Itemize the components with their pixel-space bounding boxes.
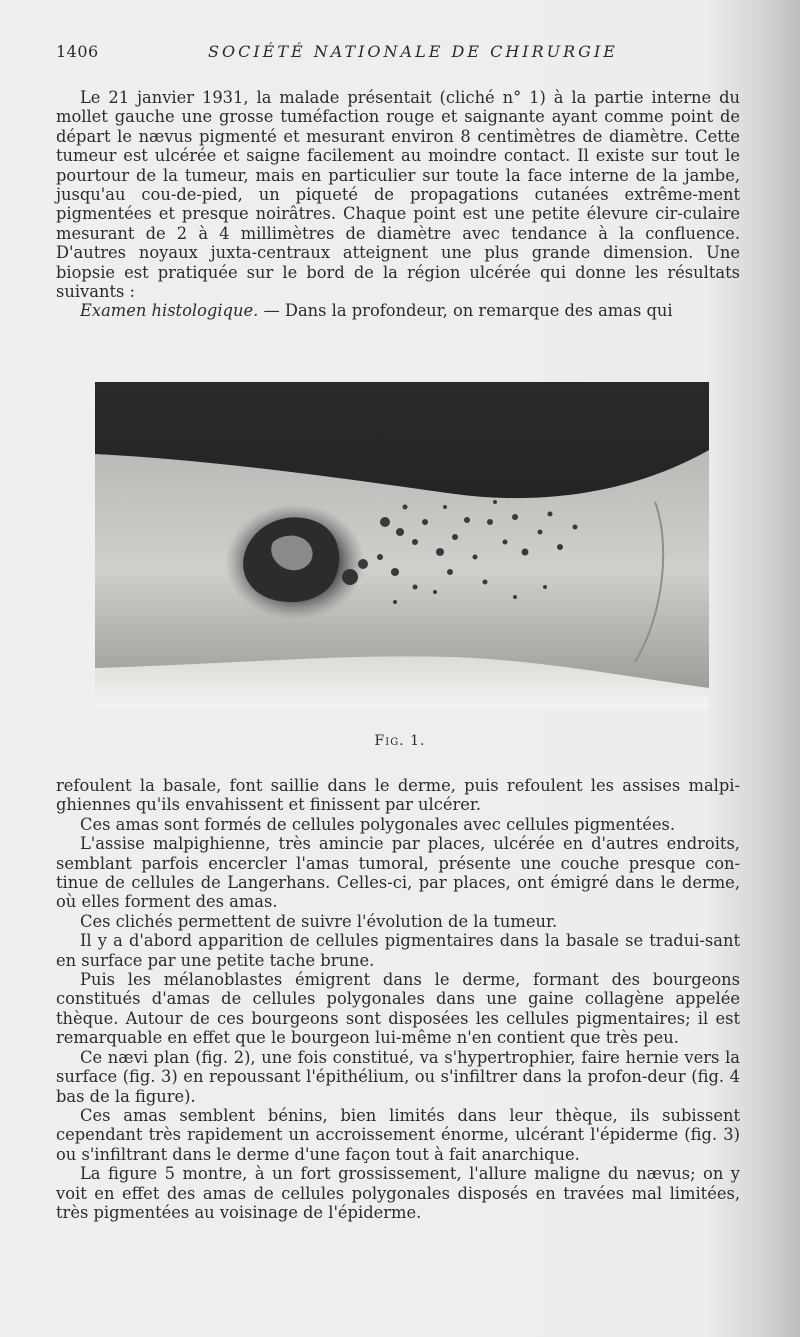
paragraph: Puis les mélanoblastes émigrent dans le derme, formant des bourgeons constitués d'amas de cellules polygonales dans une gaine collagène appelée thèque. Autour de ces bourgeons sont disposées les cellules pigmentaires; il est remarquable en effet que le bourgeon lui-même n'en contient que très peu. xyxy=(56,970,740,1048)
paragraph: Ces amas semblent bénins, bien limités dans leur thèque, ils subissent cependant très rapidement un accroissement énorme, ulcérant l'épiderme (fig. 3) ou s'infiltrant dans le derme d'une façon tout à fait anarchique. xyxy=(56,1105,740,1164)
exam-text: — Dans la profondeur, on remarque des amas qui xyxy=(258,301,673,321)
figure-caption: Fig. 1. xyxy=(374,733,426,749)
text-block-top xyxy=(56,88,740,321)
page-header xyxy=(56,42,746,66)
running-title: SOCIÉTÉ NATIONALE DE CHIRURGIE xyxy=(208,42,618,61)
paragraph: La figure 5 montre, à un fort grossissement, l'allure maligne du nævus; on y voit en effet des amas de cellules polygonales disposés en travées mal limitées, très pigmentées au voisinage de l'épiderme. xyxy=(56,1164,740,1222)
paragraph: Il y a d'abord apparition de cellules pigmentaires dans la basale se tradui-sant en surface par une petite tache brune. xyxy=(56,931,740,970)
paragraph: Ce nævi plan (fig. 2), une fois constitué, va s'hypertrophier, faire hernie vers la surface (fig. 3) en repoussant l'épithélium, ou s'infiltrer dans la profon-deur (fig. 4 bas de la figure). xyxy=(56,1047,740,1106)
leg-photograph-image xyxy=(95,382,709,708)
paragraph: refoulent la basale, font saillie dans le derme, puis refoulent les assises malpi-ghiennes qu'ils envahissent et finissent par ulcérer. xyxy=(56,776,740,815)
paragraph: L'assise malpighienne, très amincie par places, ulcérée en d'autres endroits, semblant parfois encercler l'amas tumoral, présente une couche presque con-tinue de cellules de Langerhans. Celles-ci, par places, ont émigré dans le derme, où elles forment des amas. xyxy=(56,834,740,912)
paragraph: Ces clichés permettent de suivre l'évolution de la tumeur. xyxy=(80,911,558,931)
paragraph-examen xyxy=(56,301,740,320)
page-number: 1406 xyxy=(56,42,99,61)
paragraph: Ces amas sont formés de cellules polygonales avec cellules pigmentées. xyxy=(80,814,676,834)
text-block-bottom xyxy=(56,776,740,1222)
exam-heading: Examen histologique. xyxy=(80,301,259,321)
paragraph: Le 21 janvier 1931, la malade présentait (cliché n° 1) à la partie interne du mollet gauche une grosse tuméfaction rouge et saignante ayant comme point de départ le nævus pigmenté et mesurant environ 8 centimètres de diamètre. Cette tumeur est ulcérée et saigne facilement au moindre contact. Il existe sur tout le pourtour de la tumeur, mais en particulier sur toute la face interne de la jambe, jusqu'au cou-de-pied, un piqueté de propagations cutanées extrême-ment pigmentées et presque noirâtres. Chaque point est une petite élevure cir-culaire mesurant de 2 à 4 millimètres de diamètre avec tendance à la confluence. D'autres noyaux juxta-centraux atteignent une plus grande dimension. Une biopsie est pratiquée sur le bord de la région ulcérée qui donne les résultats suivants : xyxy=(56,88,740,302)
figure-photograph xyxy=(95,382,709,708)
